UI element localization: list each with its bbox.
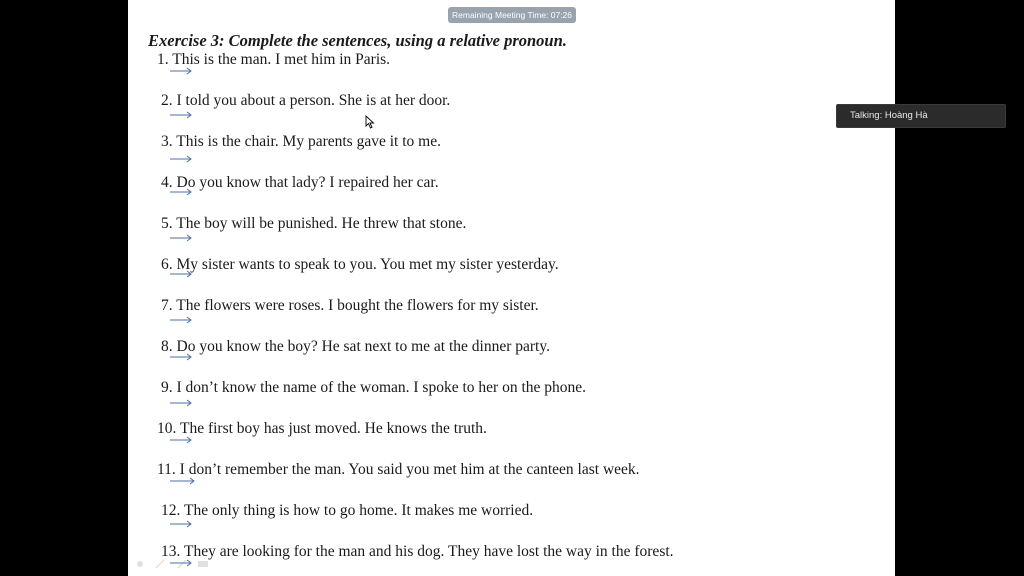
- right-arrow-icon: [170, 316, 194, 324]
- exercise-item-9: 9. I don’t know the name of the woman. I spoke to her on the phone.: [161, 379, 587, 396]
- right-arrow-icon: [170, 67, 194, 75]
- exercise-item-13: 13. They are looking for the man and his dog. They have lost the way in the forest.: [161, 543, 674, 560]
- exercise-item-12: 12. The only thing is how to go home. It makes me worried.: [161, 502, 534, 519]
- exercise-item-8: 8. Do you know the boy? He sat next to me at the dinner party.: [161, 338, 550, 355]
- right-arrow-icon: [170, 353, 194, 361]
- document-page: [128, 0, 895, 576]
- talking-indicator: Talking: Hoàng Hà: [836, 104, 1006, 128]
- exercise-item-2: 2. I told you about a person. She is at her door.: [161, 92, 451, 109]
- exercise-item-4: 4. Do you know that lady? I repaired her car.: [161, 174, 439, 191]
- exercise-item-1: 1. This is the man. I met him in Paris.: [157, 51, 391, 68]
- right-arrow-icon: [170, 155, 194, 163]
- exercise-item-11: 11. I don’t remember the man. You said you met him at the canteen last week.: [157, 461, 640, 478]
- remaining-meeting-time: Remaining Meeting Time: 07:26: [448, 7, 576, 23]
- exercise-item-5: 5. The boy will be punished. He threw that stone.: [161, 215, 467, 232]
- right-arrow-icon: [170, 399, 194, 407]
- right-arrow-icon: [170, 111, 194, 119]
- exercise-heading: Exercise 3: Complete the sentences, using a relative pronoun.: [148, 31, 567, 50]
- right-arrow-icon: [170, 188, 194, 196]
- right-arrow-icon: [170, 520, 194, 528]
- exercise-item-7: 7. The flowers were roses. I bought the flowers for my sister.: [161, 297, 539, 314]
- right-arrow-icon: [170, 270, 194, 278]
- right-arrow-icon: [170, 234, 194, 242]
- annotation-toolbar[interactable]: [134, 557, 214, 571]
- exercise-item-6: 6. My sister wants to speak to you. You met my sister yesterday.: [161, 256, 559, 273]
- mouse-cursor-icon: [365, 115, 375, 129]
- right-arrow-icon: [170, 436, 194, 444]
- exercise-item-10: 10. The first boy has just moved. He knows the truth.: [157, 420, 487, 437]
- exercise-item-3: 3. This is the chair. My parents gave it to me.: [161, 133, 441, 150]
- right-arrow-icon: [170, 477, 194, 485]
